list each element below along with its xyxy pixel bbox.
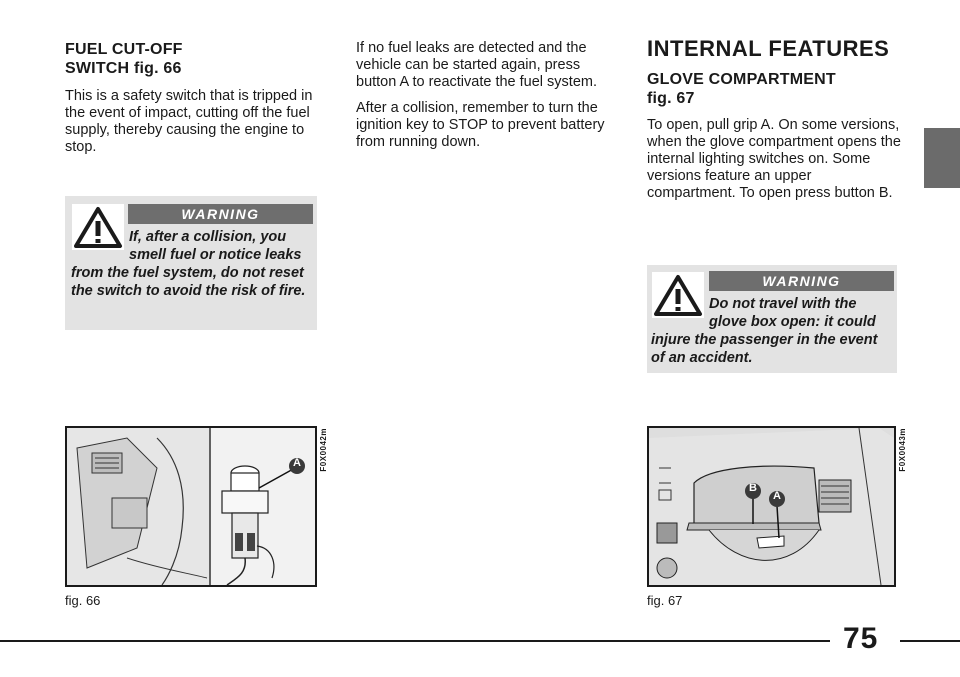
figure-66-caption: fig. 66 bbox=[65, 593, 101, 608]
fuel-switch-illustration bbox=[67, 428, 315, 585]
collision-paragraph: After a collision, remember to turn the ignition key to STOP to prevent battery from running down. bbox=[356, 100, 605, 150]
warning-text-glovebox bbox=[651, 295, 895, 367]
left-column bbox=[65, 40, 320, 156]
warning-label: WARNING bbox=[128, 204, 313, 224]
section-side-tab bbox=[924, 128, 960, 188]
figure-66-code: F0X0042m bbox=[319, 428, 328, 472]
page-number: 75 bbox=[843, 622, 879, 655]
callout-a-label: A bbox=[293, 457, 301, 469]
figure-67-code: F0X0043m bbox=[898, 428, 907, 472]
glove-compartment-illustration bbox=[649, 428, 894, 585]
figure-66-image bbox=[65, 426, 317, 587]
section-title: INTERNAL FEATURES bbox=[647, 36, 890, 61]
callout-a-label: A bbox=[773, 490, 781, 502]
fuel-cutoff-body: This is a safety switch that is tripped in the event of impact, cutting off the fuel supply, thereby causing the engine to stop. bbox=[65, 88, 313, 155]
heading-line-2: SWITCH fig. 66 bbox=[65, 60, 182, 77]
warning-text-content: Do not travel with the glove box open: it could injure the passenger in the event of an accident. bbox=[651, 296, 878, 366]
reactivate-paragraph: If no fuel leaks are detected and the vehicle can be started again, press button A to reactivate the fuel system. bbox=[356, 40, 597, 90]
figure-67-image bbox=[647, 426, 896, 587]
right-column bbox=[647, 36, 902, 202]
heading-line-1: GLOVE COMPARTMENT bbox=[647, 71, 836, 88]
heading-line-2: fig. 67 bbox=[647, 90, 695, 107]
heading-line-1: FUEL CUT-OFF bbox=[65, 41, 183, 58]
warning-text-fuel bbox=[71, 228, 313, 300]
footer-rule-left bbox=[0, 640, 830, 642]
warning-box-glovebox bbox=[647, 265, 897, 373]
middle-column bbox=[356, 40, 611, 151]
glove-compartment-body: To open, pull grip A. On some versions, when the glove compartment opens the internal lighting switches on. Some versions feature an upper compartment. To open press button B. bbox=[647, 117, 901, 201]
glove-compartment-heading bbox=[647, 70, 902, 108]
figure-67-caption: fig. 67 bbox=[647, 593, 683, 608]
warning-label: WARNING bbox=[709, 271, 894, 291]
warning-box-fuel bbox=[65, 196, 317, 330]
callout-b-label: B bbox=[749, 482, 757, 494]
warning-text-content: If, after a collision, you smell fuel or notice leaks from the fuel system, do not reset the switch to avoid the risk of fire. bbox=[71, 229, 306, 299]
fuel-cutoff-heading bbox=[65, 40, 320, 78]
footer-rule-right bbox=[900, 640, 960, 642]
